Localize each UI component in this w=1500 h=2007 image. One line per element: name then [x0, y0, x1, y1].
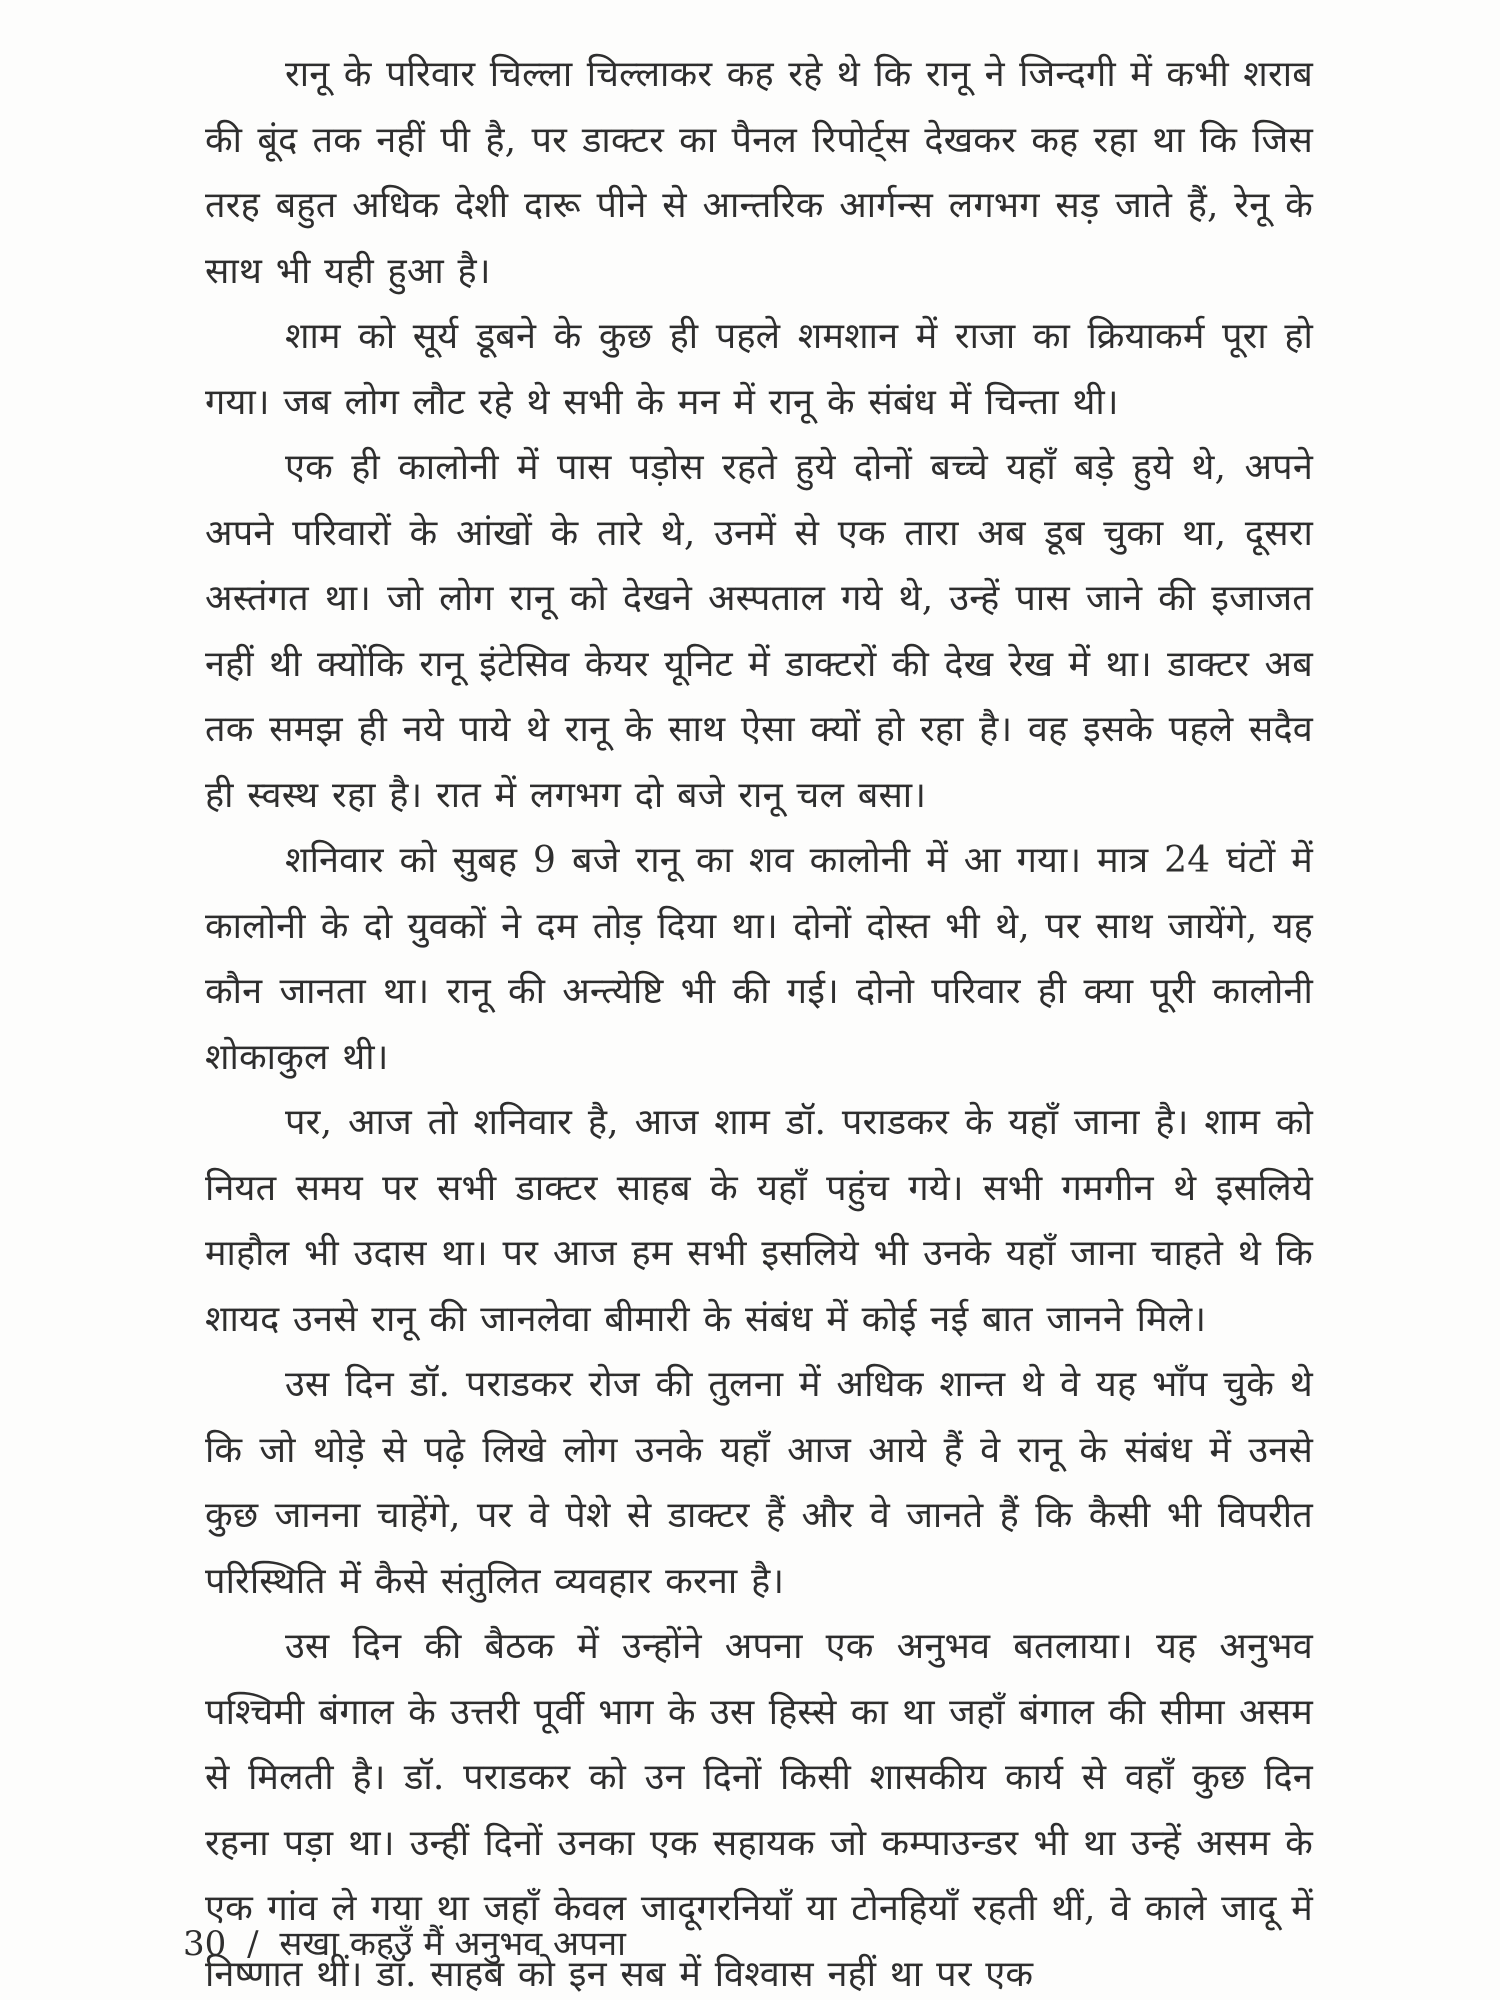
- page-number: 30: [183, 1924, 227, 1964]
- page-footer: [183, 1922, 636, 1966]
- paragraph-3: एक ही कालोनी में पास पड़ोस रहते हुये दोनों बच्चे यहाँ बड़े हुये थे, अपने अपने परिवारों के आंखों के तारे थे, उनमें से एक तारा अब डूब चुका था, दूसरा अस्तंगत था। जो लोग रानू को देखने अस्पताल गये थे, उन्हें पास जाने की इजाजत नहीं थी क्योंकि रानू इंटेसिव केयर यूनिट में डाक्टरों की देख रेख में था। डाक्टर अब तक समझ ही नये पाये थे रानू के साथ ऐसा क्यों हो रहा है। वह इसके पहले सदैव ही स्वस्थ रहा है। रात में लगभग दो बजे रानू चल बसा।: [205, 447, 1313, 816]
- paragraph-6: उस दिन डॉ. पराडकर रोज की तुलना में अधिक शान्त थे वे यह भाँप चुके थे कि जो थोड़े से पढ़े लिखे लोग उनके यहाँ आज आये हैं वे रानू के संबंध में उनसे कुछ जानना चाहेंगे, पर वे पेशे से डाक्टर हैं और वे जानते हैं कि कैसी भी विपरीत परिस्थिति में कैसे संतुलित व्यवहार करना है।: [205, 1364, 1313, 1602]
- paragraph-4: शनिवार को सुबह 9 बजे रानू का शव कालोनी में आ गया। मात्र 24 घंटों में कालोनी के दो युवकों ने दम तोड़ दिया था। दोनों दोस्त भी थे, पर साथ जायेंगे, यह कौन जानता था। रानू की अन्त्येष्टि भी की गई। दोनो परिवार ही क्या पूरी कालोनी शोकाकुल थी।: [205, 840, 1313, 1078]
- paragraph-2: शाम को सूर्य डूबने के कुछ ही पहले शमशान में राजा का क्रियाकर्म पूरा हो गया। जब लोग लौट रहे थे सभी के मन में रानू के संबंध में चिन्ता थी।: [205, 316, 1313, 423]
- paragraph-5: पर, आज तो शनिवार है, आज शाम डॉ. पराडकर के यहाँ जाना है। शाम को नियत समय पर सभी डाक्टर साहब के यहाँ पहुंच गये। सभी गमगीन थे इसलिये माहौल भी उदास था। पर आज हम सभी इसलिये भी उनके यहाँ जाना चाहते थे कि शायद उनसे रानू की जानलेवा बीमारी के संबंध में कोई नई बात जानने मिले।: [205, 1102, 1313, 1340]
- footer-separator: /: [247, 1924, 259, 1964]
- book-title: सखा कहउँ मैं अनुभव अपना: [279, 1924, 626, 1964]
- paragraph-1: रानू के परिवार चिल्ला चिल्लाकर कह रहे थे कि रानू ने जिन्दगी में कभी शराब की बूंद तक नहीं पी है, पर डाक्टर का पैनल रिपोर्ट्स देखकर कह रहा था कि जिस तरह बहुत अधिक देशी दारू पीने से आन्तरिक आर्गन्स लगभग सड़ जाते हैं, रेनू के साथ भी यही हुआ है।: [205, 54, 1313, 292]
- page-body: [205, 42, 1313, 2007]
- paragraph-7: उस दिन की बैठक में उन्होंने अपना एक अनुभव बतलाया। यह अनुभव पश्चिमी बंगाल के उत्तरी पूर्वी भाग के उस हिस्से का था जहाँ बंगाल की सीमा असम से मिलती है। डॉ. पराडकर को उन दिनों किसी शासकीय कार्य से वहाँ कुछ दिन रहना पड़ा था। उन्हीं दिनों उनका एक सहायक जो कम्पाउन्डर भी था उन्हें असम के एक गांव ले गया था जहाँ केवल जादूगरनियाँ या टोनहियाँ रहती थीं, वे काले जादू में निष्णात थीं। डॉ. साहब को इन सब में विश्वास नहीं था पर एक: [205, 1626, 1313, 1995]
